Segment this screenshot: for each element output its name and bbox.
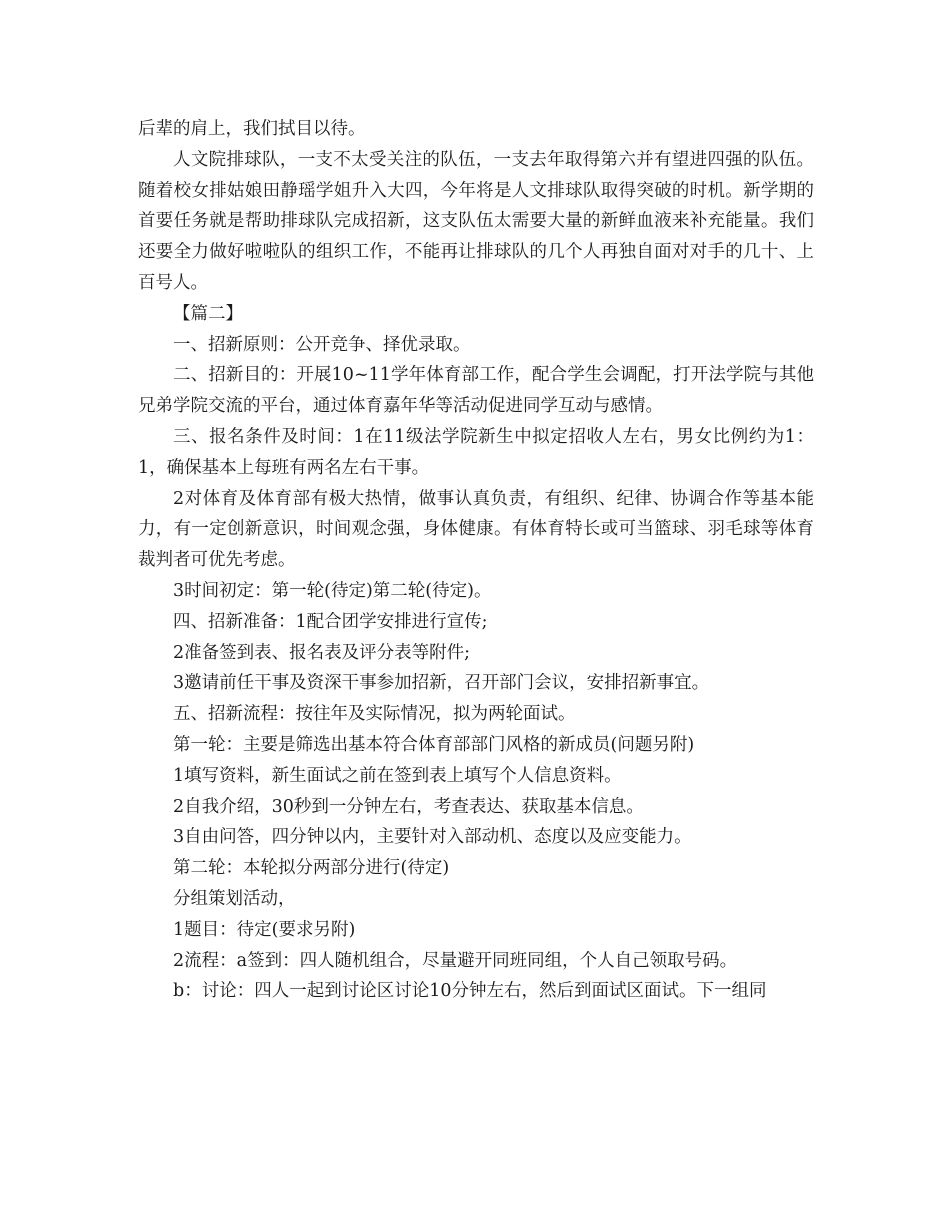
paragraph: 2自我介绍，30秒到一分钟左右，考查表达、获取基本信息。: [173, 796, 644, 817]
paragraph: 后辈的肩上，我们拭目以待。: [138, 119, 366, 139]
paragraph: 五、招新流程：按往年及实际情况，拟为两轮面试。: [173, 704, 576, 725]
section-heading: 【篇二】: [173, 303, 243, 324]
paragraph: 分组策划活动，: [173, 888, 296, 909]
paragraph: 四、招新准备：1配合团学安排进行宣传;: [173, 611, 488, 632]
paragraph: 第一轮：主要是筛选出基本符合体育部部门风格的新成员(问题另附): [173, 734, 695, 755]
paragraph: 3自由问答，四分钟以内，主要针对入部动机、态度以及应变能力。: [173, 827, 692, 848]
paragraph: 一、招新原则：公开竞争、择优录取。: [173, 334, 471, 355]
paragraph: 3时间初定：第一轮(待定)第二轮(待定)。: [173, 580, 492, 601]
document-body: [138, 114, 814, 1007]
paragraph: 人文院排球队，一支不太受关注的队伍，一支去年取得第六并有望进四强的队伍。随着校女排姑娘田静瑶学姐升入大四，今年将是人文排球队取得突破的时机。新学期的首要任务就是帮助排球队完成招新，这支队伍太需要大量的新鲜血液来补充能量。我们还要全力做好啦啦队的组织工作，不能再让排球队的几个人再独自面对对手的几十、上百号人。: [138, 149, 814, 293]
paragraph: 2流程：a签到：四人随机组合，尽量避开同班同组，个人自己领取号码。: [173, 950, 738, 971]
paragraph: 3邀请前任干事及资深干事参加招新，召开部门会议，安排招新事宜。: [173, 673, 710, 694]
paragraph: 1填写资料，新生面试之前在签到表上填写个人信息资料。: [173, 765, 622, 786]
paragraph: 2对体育及体育部有极大热情，做事认真负责，有组织、纪律、协调合作等基本能力，有一定创新意识，时间观念强，身体健康。有体育特长或可当篮球、羽毛球等体育裁判者可优先考虑。: [138, 488, 814, 571]
paragraph: 1题目：待定(要求另附): [173, 919, 356, 940]
paragraph: b：讨论：四人一起到讨论区讨论10分钟左右，然后到面试区面试。下一组同: [173, 981, 767, 1002]
paragraph: 第二轮：本轮拟分两部分进行(待定): [173, 858, 450, 879]
paragraph: 2准备签到表、报名表及评分表等附件;: [173, 642, 471, 663]
paragraph: 三、报名条件及时间：1在11级法学院新生中拟定招收人左右，男女比例约为1：1，确保基本上每班有两名左右干事。: [138, 426, 814, 478]
paragraph: 二、招新目的：开展10~11学年体育部工作，配合学生会调配，打开法学院与其他兄弟学院交流的平台，通过体育嘉年华等活动促进同学互动与感情。: [138, 365, 814, 417]
